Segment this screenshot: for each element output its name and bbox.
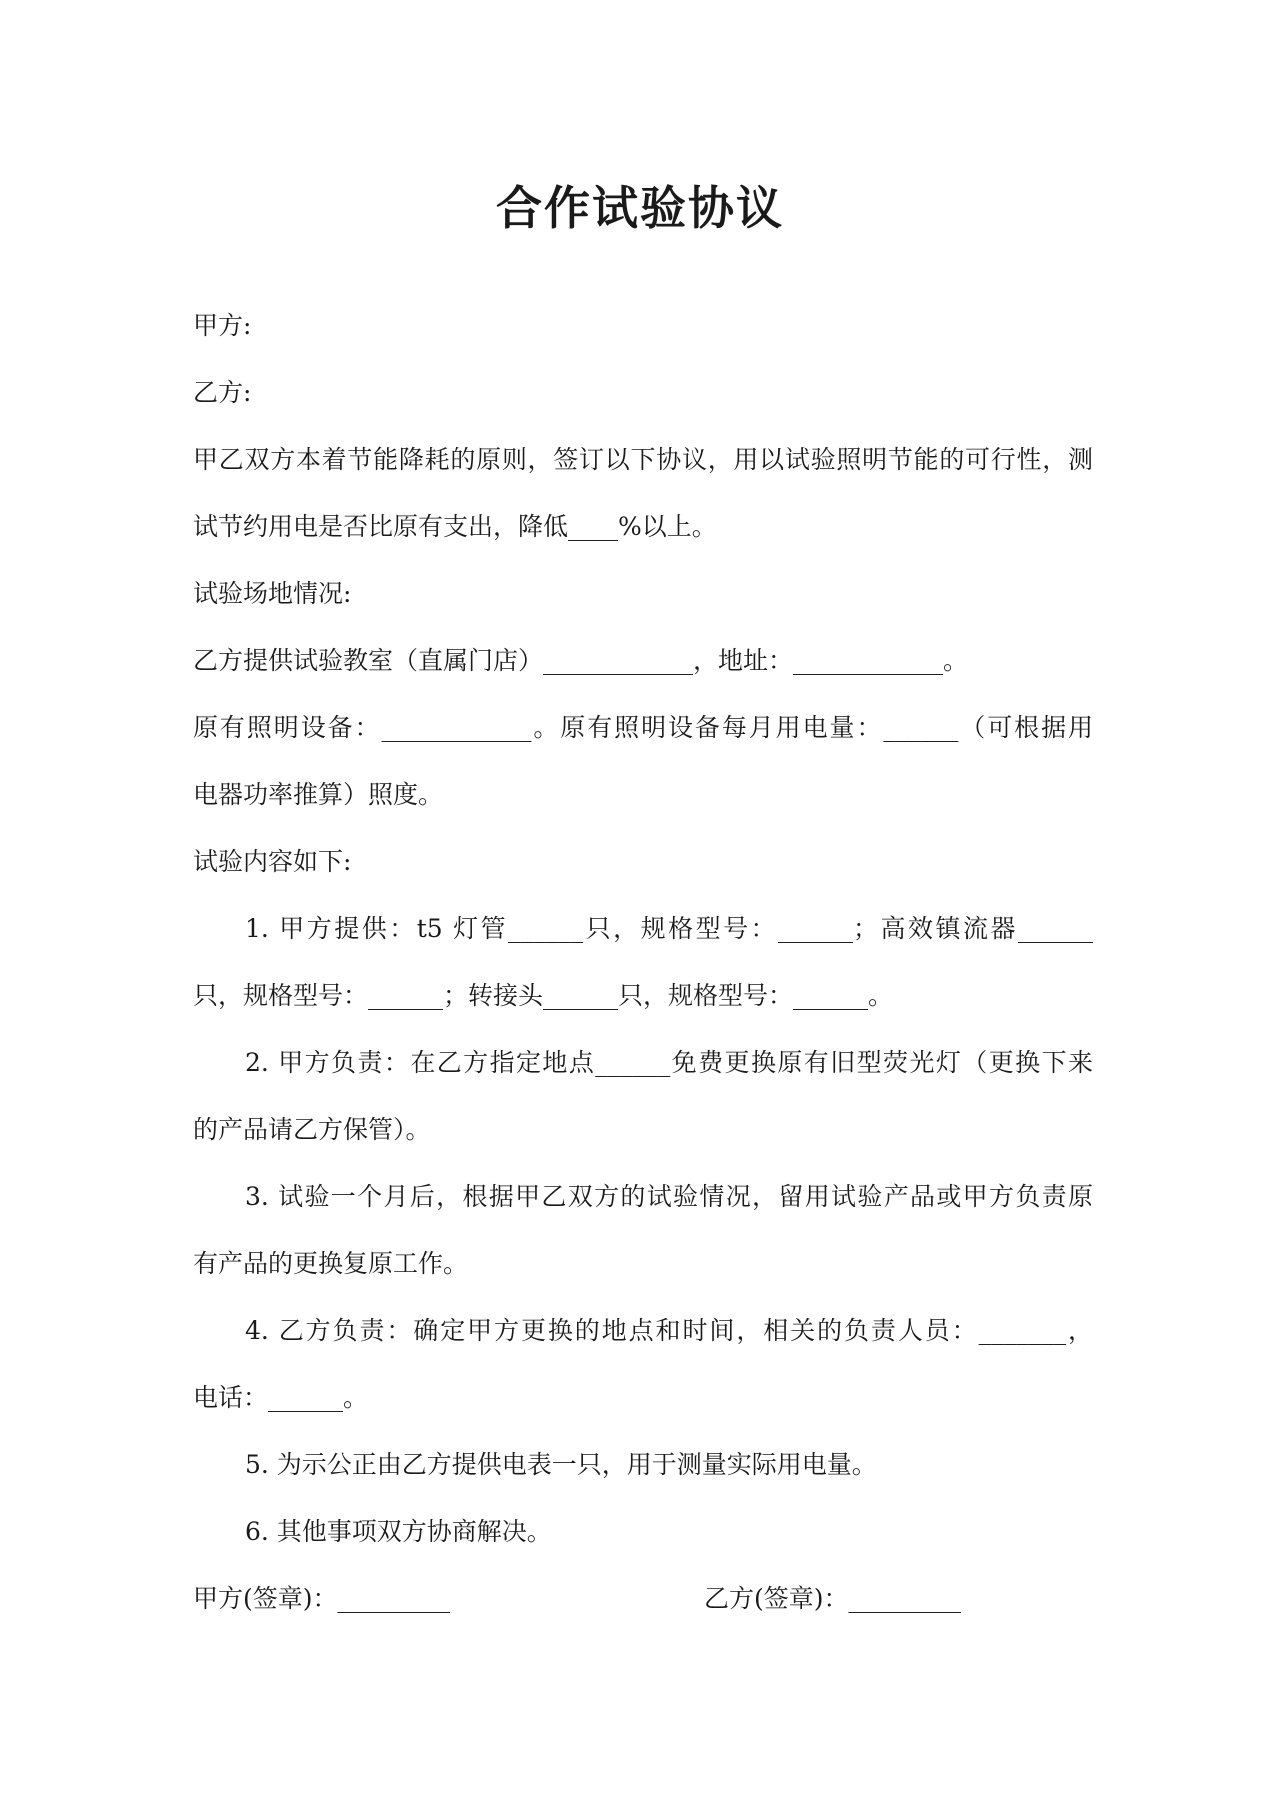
party-b-signature: 乙方(签章)：_________ [704,1584,962,1613]
item-5-line: 5. 为示公正由乙方提供电表一只，用于测量实际用电量。 [245,1450,877,1479]
item-3-line-1: 3. 试验一个月后，根据甲乙双方的试验情况，留用试验产品或甲方负责原 [245,1182,1093,1211]
original-equipment-line-1: 原有照明设备：____________。原有照明设备每月用电量：______（可根据用 [193,713,1093,742]
site-classroom-line: 乙方提供试验教室（直属门店）____________，地址：____________。 [193,646,969,675]
item-2-line-2: 的产品请乙方保管）。 [193,1115,431,1144]
party-a-line: 甲方: [193,311,252,340]
signature-row [193,1565,1093,1632]
item-3-line-2: 有产品的更换复原工作。 [193,1249,469,1278]
item-6-line: 6. 其他事项双方协商解决。 [245,1517,552,1546]
site-heading: 试验场地情况: [193,579,352,608]
party-b-line: 乙方: [193,378,252,407]
original-equipment-line-2: 电器功率推算）照度。 [193,780,444,809]
intro-paragraph-line-2: 试节约用电是否比原有支出，降低____%以上。 [193,512,717,541]
content-heading: 试验内容如下: [193,847,352,876]
item-2-line-1: 2. 甲方负责：在乙方指定地点______免费更换原有旧型荧光灯（更换下来 [245,1048,1093,1077]
party-a-signature: 甲方(签章)：_________ [193,1584,451,1613]
item-1-line-1: 1. 甲方提供：t5 灯管______只，规格型号：______；高效镇流器______ [245,914,1093,943]
document-title: 合作试验协议 [496,181,784,235]
item-1-line-2: 只，规格型号：______；转接头______只，规格型号：______。 [193,981,894,1010]
document-body [193,292,1093,1632]
item-4-line-2: 电话：______。 [193,1383,369,1412]
item-4-line-1: 4. 乙方负责：确定甲方更换的地点和时间，相关的负责人员：_______， [245,1316,1093,1345]
intro-paragraph-line-1: 甲乙双方本着节能降耗的原则，签订以下协议，用以试验照明节能的可行性，测 [193,445,1093,474]
